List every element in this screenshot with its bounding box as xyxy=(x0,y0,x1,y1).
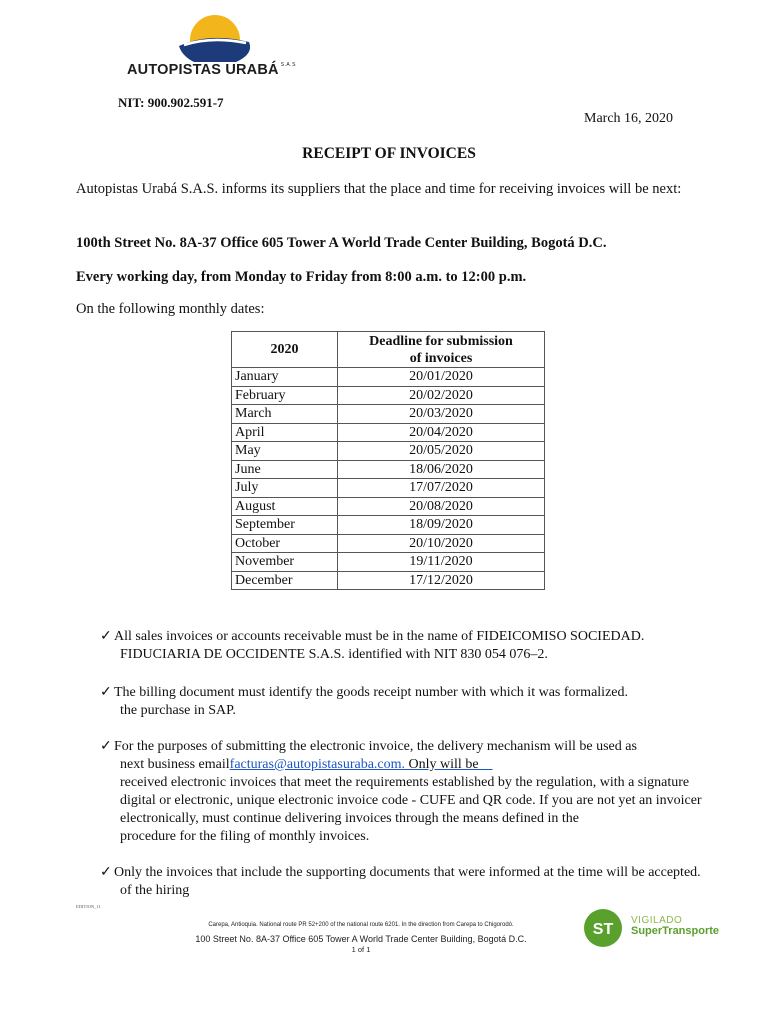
brand-name: AUTOPISTAS URABÁ $^{S.A.S}$ xyxy=(127,62,296,78)
deadline-cell: 18/09/2020 xyxy=(338,516,545,535)
deadline-cell: 20/10/2020 xyxy=(338,534,545,553)
table-row xyxy=(232,516,545,535)
table-row xyxy=(232,553,545,572)
table-row xyxy=(232,405,545,424)
deadlines-table xyxy=(231,331,545,590)
month-cell: February xyxy=(232,386,338,405)
table-row xyxy=(232,442,545,461)
vigilado-supertransporte-logo xyxy=(583,906,733,950)
col-year-header: 2020 xyxy=(232,332,338,368)
table-row xyxy=(232,497,545,516)
month-cell: October xyxy=(232,534,338,553)
month-cell: January xyxy=(232,368,338,387)
invoice-email-link[interactable]: facturas@autopistasuraba.com. xyxy=(229,757,406,772)
month-cell: May xyxy=(232,442,338,461)
schedule-paragraph: Every working day, from Monday to Friday from 8:00 a.m. to 12:00 p.m. xyxy=(76,269,527,285)
deadline-cell: 17/07/2020 xyxy=(338,479,545,498)
check-icon: ✓ xyxy=(100,685,112,700)
deadline-cell: 20/03/2020 xyxy=(338,405,545,424)
supertransporte-text: SuperTransporte xyxy=(631,925,720,937)
table-row xyxy=(232,479,545,498)
month-cell: March xyxy=(232,405,338,424)
check-icon: ✓ xyxy=(100,629,112,644)
address-paragraph: 100th Street No. 8A-37 Office 605 Tower A World Trade Center Building, Bogotá D.C. xyxy=(76,235,607,251)
deadline-cell: 20/05/2020 xyxy=(338,442,545,461)
company-nit: NIT: 900.902.591-7 xyxy=(118,95,224,110)
edition-label: EDITION_11 xyxy=(76,904,101,909)
list-item: ✓ For the purposes of submitting the electronic invoice, the delivery mechanism will be used as next business emailfacturas@autopistasuraba.com. Only will be received electronic invoices that meet the requirements established by the regulation, with a signature digital or electronic, unique electronic invoice code - CUFE and QR code. If you are not yet an invoicer electronically, must continue delivering invoices through the means defined in the procedure for the filing of monthly invoices. xyxy=(100,739,702,844)
svg-text:ST: ST xyxy=(592,921,614,938)
deadline-cell: 18/06/2020 xyxy=(338,460,545,479)
month-cell: July xyxy=(232,479,338,498)
table-header-row xyxy=(232,332,545,368)
footer-address-line: 100 Street No. 8A-37 Office 605 Tower A World Trade Center Building, Bogotá D.C. xyxy=(195,934,527,944)
list-item: ✓ All sales invoices or accounts receivable must be in the name of FIDEICOMISO SOCIEDAD. FIDUCIARIA DE OCCIDENTE S.A.S. identified with NIT 830 054 076–2. xyxy=(100,629,645,662)
table-row xyxy=(232,571,545,590)
month-cell: December xyxy=(232,571,338,590)
page-number: 1 of 1 xyxy=(351,945,371,954)
col-deadline-header: Deadline for submission of invoices xyxy=(338,332,545,368)
table-row xyxy=(232,386,545,405)
list-item: ✓ The billing document must identify the goods receipt number with which it was formalized. the purchase in SAP. xyxy=(100,685,628,718)
month-cell: August xyxy=(232,497,338,516)
dates-intro: On the following monthly dates: xyxy=(76,301,265,317)
table-row xyxy=(232,423,545,442)
table-row xyxy=(232,368,545,387)
vigilado-text: VIGILADO xyxy=(631,915,683,926)
list-item: ✓ Only the invoices that include the supporting documents that were informed at the time will be accepted. of the hiring xyxy=(100,865,701,898)
document-title: RECEIPT OF INVOICES xyxy=(302,145,476,162)
intro-paragraph: Autopistas Urabá S.A.S. informs its suppliers that the place and time for receiving invoices will be next: xyxy=(76,181,682,197)
deadline-cell: 20/04/2020 xyxy=(338,423,545,442)
deadline-cell: 20/02/2020 xyxy=(338,386,545,405)
check-icon: ✓ xyxy=(100,865,112,880)
month-cell: April xyxy=(232,423,338,442)
supertransporte-icon xyxy=(583,906,627,950)
table-row xyxy=(232,460,545,479)
month-cell: September xyxy=(232,516,338,535)
deadline-cell: 20/01/2020 xyxy=(338,368,545,387)
deadline-cell: 20/08/2020 xyxy=(338,497,545,516)
month-cell: June xyxy=(232,460,338,479)
month-cell: November xyxy=(232,553,338,572)
check-icon: ✓ xyxy=(100,739,112,754)
table-row xyxy=(232,534,545,553)
deadline-cell: 19/11/2020 xyxy=(338,553,545,572)
footer-route-line: Carepa, Antioquia. National route PR 52+200 of the national route 6201. In the direction from Carepa to Chigorodó. xyxy=(208,922,514,928)
document-date: March 16, 2020 xyxy=(584,111,674,126)
deadline-cell: 17/12/2020 xyxy=(338,571,545,590)
